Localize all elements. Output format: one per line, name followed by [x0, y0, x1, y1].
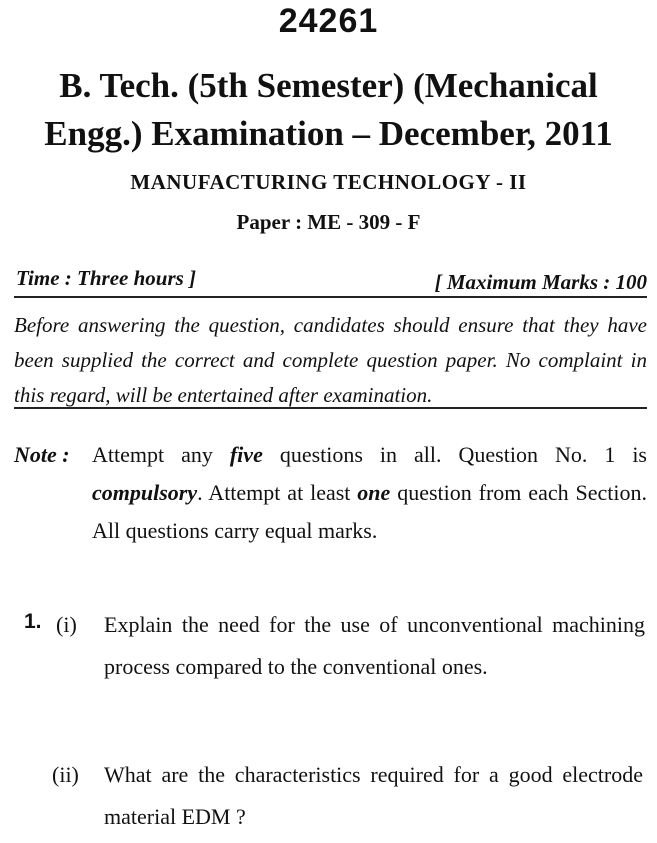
note-emphasis-compulsory: compulsory — [92, 480, 198, 505]
note-text: Attempt any five questions in all. Question No. 1 is compulsory. Attempt at least one question from each Section. All questions carry equal marks. — [92, 442, 647, 543]
note-emphasis-five: five — [229, 442, 263, 467]
divider-bottom — [14, 407, 647, 409]
paper-number: Paper : ME - 309 - F — [236, 210, 421, 234]
note-block — [14, 436, 647, 550]
time-allowed: Time : Three hours ] — [16, 266, 197, 290]
exam-title-line1: B. Tech. (5th Semester) (Mechanical — [59, 66, 598, 105]
sub-question-text: Explain the need for the use of unconventional machining process compared to the conventional ones. — [104, 612, 645, 679]
divider-top — [14, 296, 647, 298]
time-marks-row — [14, 266, 649, 294]
subject-title: MANUFACTURING TECHNOLOGY - II — [130, 170, 527, 194]
sub-question-label: (i) — [56, 612, 77, 637]
note-emphasis-one: one — [357, 480, 391, 505]
note-label: Note : — [14, 442, 70, 467]
sub-question-label: (ii) — [52, 762, 79, 787]
exam-title-line2: Engg.) Examination – December, 2011 — [44, 114, 613, 153]
candidate-instruction: Before answering the question, candidates should ensure that they have been supplied the correct and complete question paper. No complaint in this regard, will be entertained after examination. — [14, 313, 647, 407]
paper-code: 24261 — [278, 2, 379, 40]
question-number: 1. — [24, 610, 42, 633]
maximum-marks: [ Maximum Marks : 100 — [434, 270, 647, 294]
sub-question-text: What are the characteristics required for a good electrode material EDM ? — [104, 762, 643, 829]
